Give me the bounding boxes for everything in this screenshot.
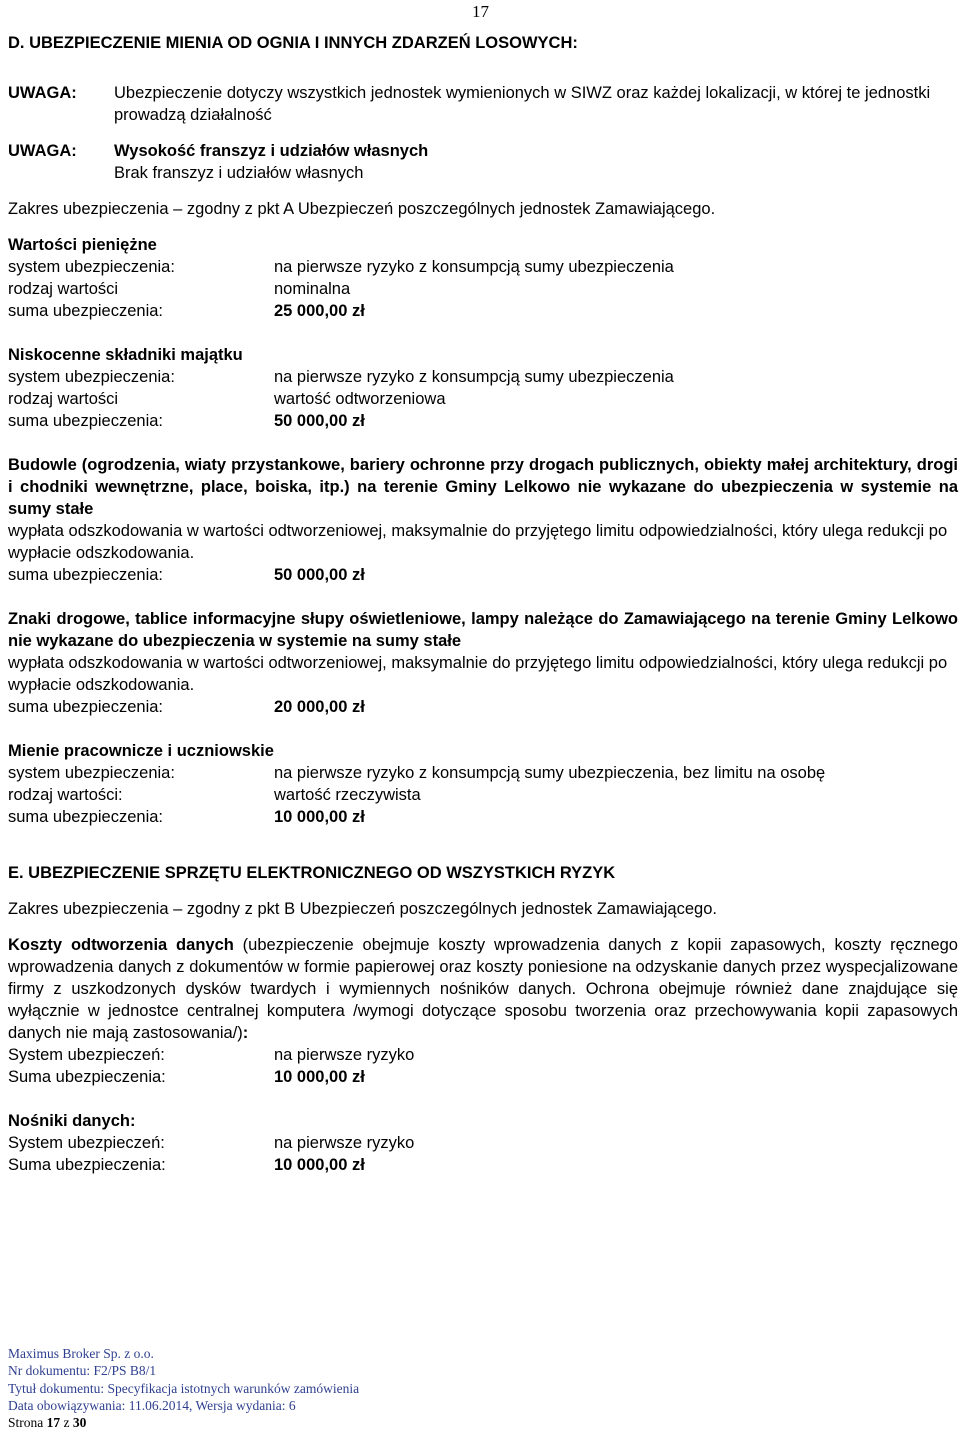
kv-key: Suma ubezpieczenia: [8, 1068, 166, 1086]
block-structures [8, 454, 958, 586]
block-text: (ubezpieczenie obejmuje koszty wprowadzenia danych z kopii zapasowych, koszty ręcznego wprowadzenia danych z dokumentów w formie papierowej oraz koszty poniesione na odzyskanie danych przez wyspecjalizowane firmy z uszkodzonych dysków twardych i wymiennych nośników danych. Ochrona obejmuje również dane znajdujące się wyłącznie w jednostce centralnej komputera /wymogi dotyczące sposobu tworzenia oraz przechowywania kopii zapasowych danych nie mają zastosowania/) [8, 936, 958, 1042]
footer-page-current: 17 [46, 1415, 61, 1431]
footer-doc-title: Tytuł dokumentu: Specyfikacja istotnych warunków zamówienia [8, 1380, 360, 1396]
kv-key: system ubezpieczenia: [8, 258, 175, 276]
note-label: UWAGA: [8, 84, 77, 102]
kv-key: System ubezpieczeń: [8, 1134, 165, 1152]
page-content [8, 32, 958, 1176]
document-footer [8, 1345, 359, 1431]
block-title: Budowle (ogrodzenia, wiaty przystankowe, bariery ochronne przy drogach publicznych, obiekty małej architektury, drogi i chodniki wewnętrzne, place, boiska, itp.) na terenie Gminy Lelkowo nie wykazane do ubezpieczenia w systemie na sumy stałe [8, 456, 958, 518]
footer-page-prefix: Strona [8, 1415, 47, 1431]
kv-value: wartość rzeczywista [274, 786, 421, 804]
kv-row [8, 410, 958, 432]
kv-row [8, 256, 958, 278]
kv-value-sum: 25 000,00 zł [274, 302, 365, 320]
block-colon: : [242, 1024, 249, 1042]
kv-value-sum: 20 000,00 zł [274, 698, 365, 716]
block-road-signs [8, 608, 958, 718]
kv-row [8, 300, 958, 322]
note-2 [8, 140, 958, 184]
kv-value-sum: 50 000,00 zł [274, 412, 365, 430]
kv-value: na pierwsze ryzyko [274, 1134, 415, 1152]
kv-row [8, 278, 958, 300]
kv-value-sum: 10 000,00 zł [274, 1068, 365, 1086]
kv-row [8, 1154, 958, 1176]
scope-text: Zakres ubezpieczenia – zgodny z pkt B Ubezpieczeń poszczególnych jednostek Zamawiającego. [8, 900, 717, 918]
block-title: Nośniki danych: [8, 1112, 136, 1130]
kv-value: wartość odtworzeniowa [274, 390, 446, 408]
kv-row [8, 366, 958, 388]
kv-value-sum: 10 000,00 zł [274, 808, 365, 826]
block-title: Mienie pracownicze i uczniowskie [8, 742, 274, 760]
kv-value: na pierwsze ryzyko z konsumpcją sumy ubezpieczenia [274, 368, 674, 386]
kv-key: suma ubezpieczenia: [8, 808, 164, 826]
block-low-value-assets [8, 344, 958, 432]
kv-value: na pierwsze ryzyko z konsumpcją sumy ubezpieczenia, bez limitu na osobę [274, 764, 826, 782]
kv-row [8, 388, 958, 410]
kv-key: suma ubezpieczenia: [8, 698, 164, 716]
block-cash-values [8, 234, 958, 322]
page-number: 17 [472, 2, 489, 21]
block-text: wypłata odszkodowania w wartości odtworzeniowej, maksymalnie do przyjętego limitu odpowiedzialności, który ulega redukcji po wypłacie odszkodowania. [8, 522, 948, 562]
footer-validity: Data obowiązywania: 11.06.2014, Wersja wydania: 6 [8, 1397, 296, 1413]
kv-value: nominalna [274, 280, 351, 298]
block-employee-property [8, 740, 958, 828]
section-d-heading: D. UBEZPIECZENIE MIENIA OD OGNIA I INNYCH ZDARZEŃ LOSOWYCH: [8, 34, 578, 52]
footer-page-total: 30 [72, 1415, 87, 1431]
note-text: Brak franszyz i udziałów własnych [114, 164, 364, 182]
kv-row [8, 1066, 958, 1088]
kv-row [8, 696, 958, 718]
kv-value: na pierwsze ryzyko z konsumpcją sumy ubezpieczenia [274, 258, 674, 276]
scope-text: Zakres ubezpieczenia – zgodny z pkt A Ubezpieczeń poszczególnych jednostek Zamawiającego. [8, 200, 716, 218]
note-label: UWAGA: [8, 142, 77, 160]
block-title: Wartości pieniężne [8, 236, 157, 254]
block-data-carriers [8, 1110, 958, 1176]
footer-doc-number: Nr dokumentu: F2/PS B8/1 [8, 1363, 157, 1379]
kv-row [8, 564, 958, 586]
kv-value: na pierwsze ryzyko [274, 1046, 415, 1064]
section-e-heading: E. UBEZPIECZENIE SPRZĘTU ELEKTRONICZNEGO OD WSZYSTKICH RYZYK [8, 864, 616, 882]
kv-key: suma ubezpieczenia: [8, 566, 164, 584]
footer-page-mid: z [60, 1415, 73, 1431]
kv-value-sum: 10 000,00 zł [274, 1156, 365, 1174]
kv-key: system ubezpieczenia: [8, 764, 175, 782]
kv-row [8, 762, 958, 784]
kv-key: Suma ubezpieczenia: [8, 1156, 166, 1174]
block-data-recovery [8, 934, 958, 1044]
block-title: Koszty odtworzenia danych [8, 936, 234, 954]
kv-key: rodzaj wartości [8, 280, 119, 298]
footer-page-counter [8, 1414, 359, 1431]
kv-key: suma ubezpieczenia: [8, 412, 164, 430]
kv-row [8, 784, 958, 806]
kv-value-sum: 50 000,00 zł [274, 566, 365, 584]
kv-key: system ubezpieczenia: [8, 368, 175, 386]
note-1 [8, 82, 958, 126]
block-title: Niskocenne składniki majątku [8, 346, 243, 364]
block-title: Znaki drogowe, tablice informacyjne słupy oświetleniowe, lampy należące do Zamawiającego na terenie Gminy Lelkowo nie wykazane do ubezpieczenia w systemie na sumy stałe [8, 610, 958, 650]
note-text: Ubezpieczenie dotyczy wszystkich jednostek wymienionych w SIWZ oraz każdej lokalizacji, w której te jednostki prowadzą działalność [114, 84, 931, 124]
kv-key: rodzaj wartości: [8, 786, 123, 804]
kv-key: System ubezpieczeń: [8, 1046, 165, 1064]
kv-row [8, 1132, 958, 1154]
block-text: wypłata odszkodowania w wartości odtworzeniowej, maksymalnie do przyjętego limitu odpowiedzialności, który ulega redukcji po wypłacie odszkodowania. [8, 654, 948, 694]
footer-company: Maximus Broker Sp. z o.o. [8, 1346, 154, 1361]
kv-key: suma ubezpieczenia: [8, 302, 164, 320]
kv-row [8, 806, 958, 828]
kv-key: rodzaj wartości [8, 390, 119, 408]
note-text-bold: Wysokość franszyz i udziałów własnych [114, 142, 429, 160]
kv-row [8, 1044, 958, 1066]
